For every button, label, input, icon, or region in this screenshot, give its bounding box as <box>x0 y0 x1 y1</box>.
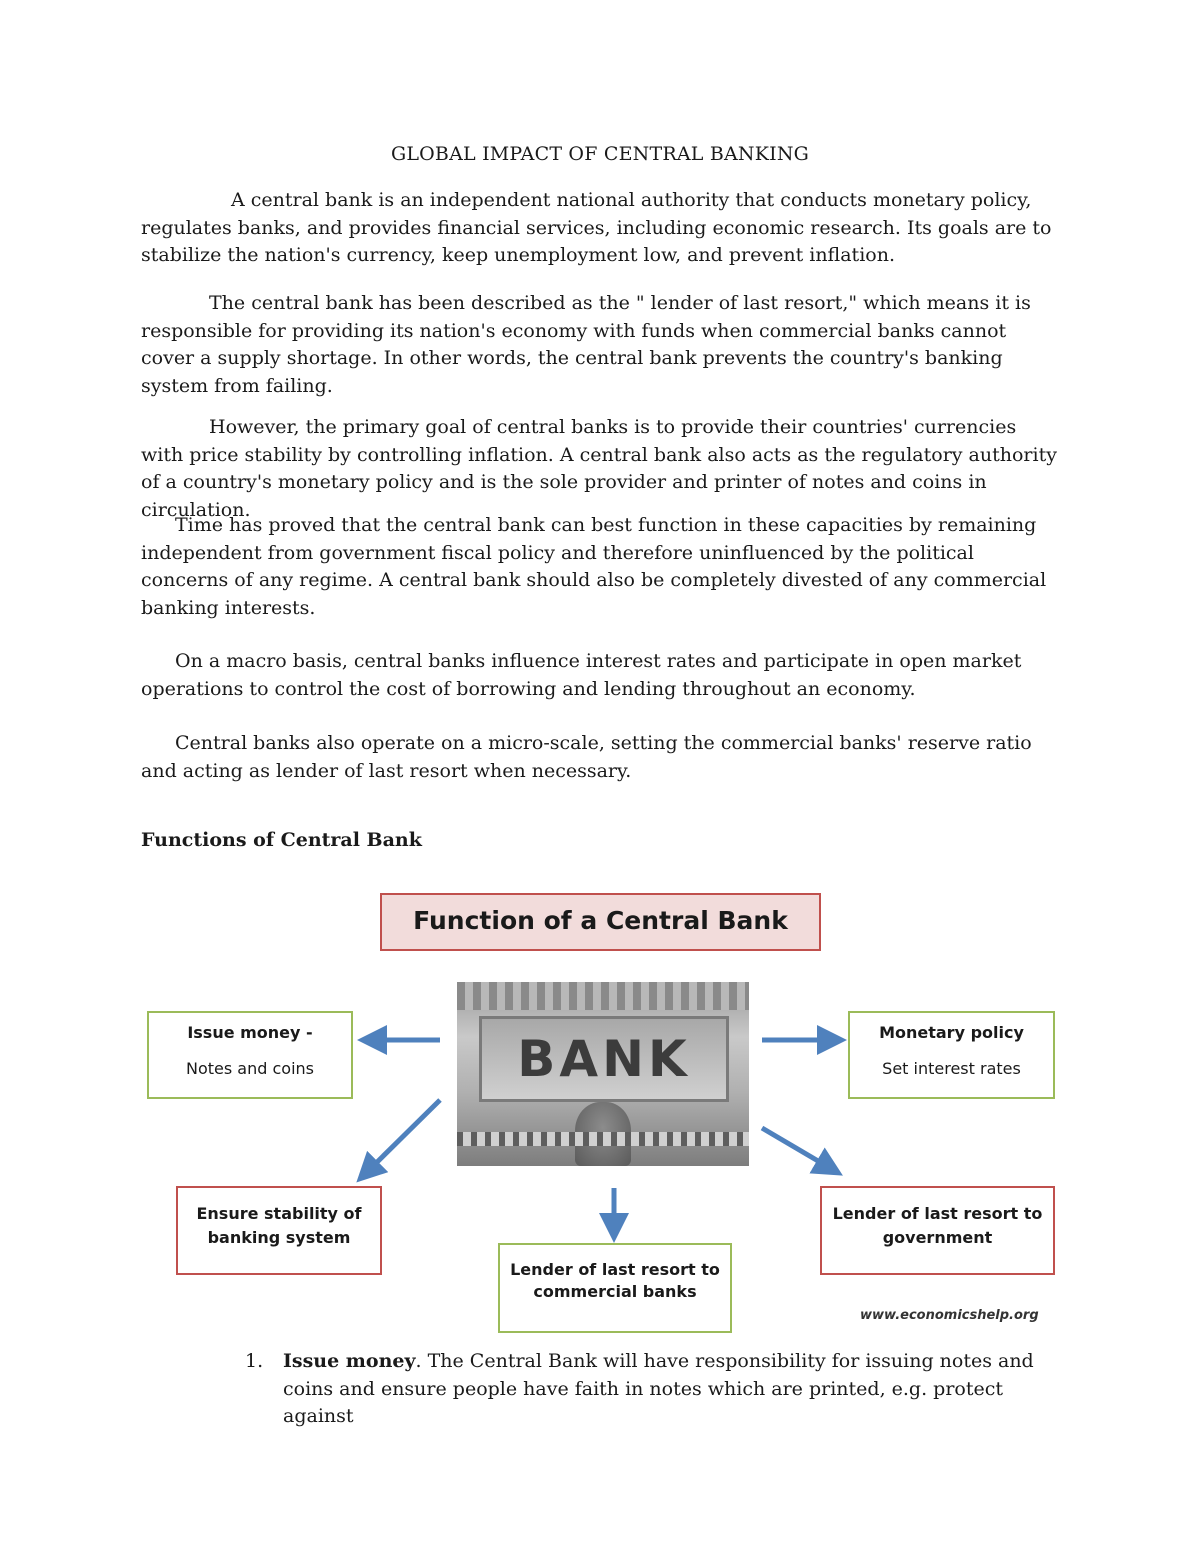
arrow-down-left-icon <box>367 1100 440 1172</box>
list-number: 1. <box>245 1350 264 1372</box>
diagram-title: Function of a Central Bank <box>380 893 821 951</box>
section-heading: Functions of Central Bank <box>141 829 422 851</box>
lender-commercial-line1: Lender of last resort to <box>510 1260 720 1279</box>
list-bold-term: Issue money <box>283 1350 416 1372</box>
issue-money-sub: Notes and coins <box>186 1059 314 1078</box>
lender-government-line2: government <box>882 1228 993 1247</box>
diagram-credit: www.economicshelp.org <box>860 1308 1039 1323</box>
paragraph-5: On a macro basis, central banks influence interest rates and participate in open market operations to control the cost of borrowing and lending throughout an economy. <box>141 650 1022 700</box>
lender-government-line1: Lender of last resort to <box>832 1204 1043 1223</box>
issue-money-heading: Issue money - <box>187 1023 313 1042</box>
stability-line1: Ensure stability of <box>196 1204 362 1223</box>
paragraph-3: However, the primary goal of central banks is to provide their countries' currencies with price stability by controlling inflation. A central bank also acts as the regulatory authority of a country's monetary policy and is the sole provider and printer of notes and coins in circulation. <box>141 416 1057 521</box>
paragraph-6: Central banks also operate on a micro-scale, setting the commercial banks' reserve ratio and acting as lender of last resort when necessary. <box>141 732 1032 782</box>
bank-sign: BANK <box>479 1016 729 1102</box>
paragraph-2: The central bank has been described as the " lender of last resort," which means it is responsible for providing its nation's economy with funds when commercial banks cannot cover a supply shortage. In other words, the central bank prevents the country's banking system from failing. <box>141 292 1031 397</box>
stability-line2: banking system <box>207 1228 351 1247</box>
paragraph-4: Time has proved that the central bank can best function in these capacities by remaining independent from government fiscal policy and therefore uninfluenced by the political concerns of any regime. A central bank should also be completely divested of any commercial banking interests. <box>141 514 1047 619</box>
document-title: GLOBAL IMPACT OF CENTRAL BANKING <box>390 143 810 165</box>
list-body: . The Central Bank will have responsibility for issuing notes and coins and ensure people have faith in notes which are printed, e.g. protect against <box>283 1350 1034 1427</box>
arrow-down-right-icon <box>762 1128 830 1168</box>
lender-commercial-line2: commercial banks <box>533 1282 697 1301</box>
list-text <box>283 1348 1063 1431</box>
monetary-policy-heading: Monetary policy <box>879 1023 1024 1042</box>
paragraph-1: A central bank is an independent national authority that conducts monetary policy, regulates banks, and provides financial services, including economic research. Its goals are to stabilize the nation's currency, keep unemployment low, and prevent inflation. <box>141 189 1052 266</box>
monetary-policy-sub: Set interest rates <box>882 1059 1021 1078</box>
